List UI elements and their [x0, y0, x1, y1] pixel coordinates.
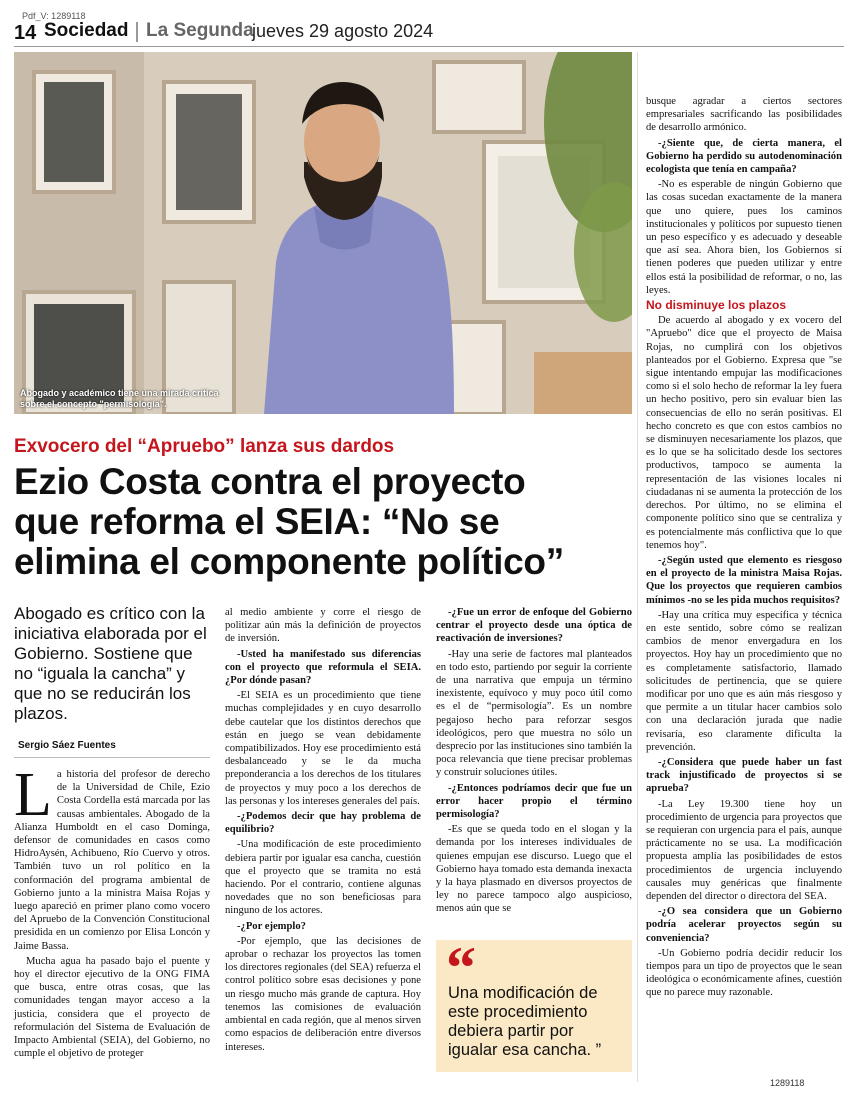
interview-question: -¿Considera que puede haber un fast track injustificado de proyectos si se aprueba?: [646, 756, 842, 795]
text-column-1: [14, 761, 210, 1062]
interview-question: -¿Fue un error de enfoque del Gobierno centrar el proyecto desde una óptica de reactivación de inversiones?: [436, 607, 632, 645]
photo-caption: Abogado y académico tiene una mirada crítica sobre el concepto "permisología".: [20, 388, 219, 409]
interview-answer: -Hay una serie de factores mal planteados en todo esto, partiendo por seguir la corriente de una narrativa que empuja un término inexistente, equívoco y muy poco útil como es el de “permisología”. Es un nombre pegajoso hecho para reforzar sesgos ideológicos, pero que muestra no sólo un desprecio por las instituciones sino también la poca relevancia que tiene precisar problemas y construir soluciones útiles.: [436, 648, 632, 779]
clip-id-bottom: 1289118: [770, 1078, 805, 1088]
paragraph: Mucha agua ha pasado bajo el puente y hoy el director ejecutivo de la ONG FIMA que busca, entre otras cosas, que las comunidades tengan mayor acceso a la justicia, considera que el proyecto de reformulación del Sistema de Evaluación de Impacto Ambiental (SEIA), del Gobierno, no cumple el objetivo de proteger: [14, 955, 210, 1060]
article-photo: [14, 52, 632, 414]
interview-answer: -Una modificación de este procedimiento debiera partir por igualar esa cancha, cuestión que el proyecto que se tramita no está haciendo. Por el contrario, contiene algunas novedades que no son beneficiosas para ninguno de los actores.: [225, 839, 421, 917]
interview-question: -¿Siente que, de cierta manera, el Gobierno ha perdido su autodenominación ecologista que tenía en campaña?: [646, 137, 842, 176]
interview-question: -Usted ha manifestado sus diferencias con el proyecto que reformula el SEIA. ¿Por dónde pasan?: [225, 648, 421, 687]
interview-answer: -Es que se queda todo en el slogan y la demanda por los intereses individuales de quienes empujan ese discurso. Luego que el Gobierno haya tomado esta demanda inexacta y la haya plasmado en diversos proyectos de ley no parece tampoco algo auspicioso, menos aún que se: [436, 824, 632, 915]
portrait-illustration: [14, 52, 632, 414]
headline-line-1: Ezio Costa contra el proyecto: [14, 461, 526, 502]
interview-answer: -La Ley 19.300 tiene hoy un procedimiento de urgencia para proyectos que se requieran con urgencia para el país, aunque prácticamente no se usa. La modificación propuesta amplía las posibilidades de estos procedimientos de urgencia incluyendo causales muy genéricas que finalmente dependen del director o directora del SEA.: [646, 798, 842, 902]
interview-answer: -Un Gobierno podría decidir reducir los tiempos para un tipo de proyectos que le sean ideológica o económicamente afines, cuestión que no parece muy razonable.: [646, 947, 842, 999]
column-rule: [637, 52, 638, 1082]
page-number: 14: [14, 22, 37, 44]
subheading: No disminuye los plazos: [646, 298, 787, 313]
paragraph: busque agradar a ciertos sectores empresariales sacrificando las posibilidades de desarrollo armónico.: [646, 96, 842, 134]
interview-question: -¿Por ejemplo?: [237, 920, 306, 932]
interview-answer: -El SEIA es un procedimiento que tiene muchas complejidades y en cuyo desarrollo debe cautelar que los distintos derechos que están en juego se vean debidamente compatibilizados. Hoy ese procedimiento está desbalanceado y se le da mucha preponderancia a los derechos de los titulares de proyectos y muy poco a los derechos de las personas y los intereses generales del país.: [225, 690, 421, 807]
page-header: [14, 11, 844, 44]
article-headline: [14, 462, 632, 582]
text-column-4: [646, 95, 842, 1002]
pull-quote-text: Una modificación de este procedimiento debiera partir por igualar esa cancha. ”: [448, 984, 602, 1059]
article-kicker: Exvocero del “Apruebo” lanza sus dardos: [14, 436, 395, 457]
newspaper-brand: La Segunda: [146, 20, 254, 41]
byline: Sergio Sáez Fuentes: [18, 740, 116, 751]
interview-question: -¿Según usted que elemento es riesgoso en el proyecto de la ministra Maisa Rojas. Que los proyectos que requieren cambios mínimos -no se les pida muchos requisitos?: [646, 554, 842, 606]
header-divider: [136, 22, 138, 42]
clip-id-top: Pdf_V: 1289118: [22, 11, 86, 21]
interview-question: -¿Entonces podríamos decir que fue un error hacer propio el término permisología?: [436, 782, 632, 821]
text-column-2: [225, 606, 421, 1056]
pull-quote: [436, 935, 632, 1072]
headline-line-3: elimina el componente político”: [14, 541, 564, 582]
quote-mark-icon: “: [446, 935, 476, 1001]
lead-paragraph: [14, 761, 210, 953]
interview-question: -¿O sea considera que un Gobierno podría acelerar proyectos según su conveniencia?: [646, 906, 842, 944]
byline-rule: [14, 757, 210, 758]
paragraph: De acuerdo al abogado y ex vocero del "Apruebo" dice que el proyecto de Maisa Rojas, no cumplirá con los objetivos planteados por el Gobierno. Expresa que "se sigue intentando empujar las modificaciones como si el solo hecho de reformar la ley fuera un hecho positivo, pero sin evaluar bien las consecuencias de ello no serán positivas. El hecho concreto es que con estos cambios no se disminuyen necesariamente los plazos, que es lo que se ha solicitado desde los sectores productivos, tampoco se aumenta la representación de las visiones locales ni ciudadanas ni se aumenta la protección de los derechos. Por último, no se elimina el componente político sino que se centraliza y es potencialmente más conflictiva que lo que tenemos hoy".: [646, 315, 842, 551]
interview-answer: -Hay una crítica muy específica y técnica en este sentido, sobre cómo se realizan cambios de menor envergadura en los proyectos. Hoy hay un procedimiento que no es completamente satisfactorio, llamado solicitudes de pertinencia, que se quiere modificar por uno que es aún más riesgoso y que permite a un titular hacer cambios solo con una declaración jurada que nadie revisaría, eso claramente dificulta la prevención.: [646, 609, 842, 753]
article-deck: Abogado es crítico con la iniciativa elaborada por el Gobierno. Sostiene que no “iguala la cancha” y que no se reducirán los plazos.: [14, 604, 207, 723]
headline-line-2: que reforma el SEIA: “No se: [14, 501, 500, 542]
paragraph: al medio ambiente y corre el riesgo de politizar aún más la definición de proyectos de inversión.: [225, 607, 421, 645]
text-column-3: [436, 606, 632, 918]
interview-answer: -No es esperable de ningún Gobierno que las cosas sucedan exactamente de la manera que uno quiere, pues los caminos institucionales y políticos por supuesto tienen un peso específico y es adecuado y deseable que así sea. Ahora bien, los Gobiernos sí tienen poderes que pueden utilizar y entre ellos está la posibilidad de reformar, o no, las leyes.: [646, 179, 842, 296]
drop-cap: L: [14, 761, 52, 829]
interview-question: -¿Podemos decir que hay problema de equilibrio?: [225, 811, 421, 836]
section-name: Sociedad: [44, 20, 129, 41]
issue-date: jueves 29 agosto 2024: [252, 21, 434, 41]
lead-paragraph-text: a historia del profesor de derecho de la Universidad de Chile, Ezio Costa Cordella está marcada por las causas ambientales. Abogado de la Alianza Humboldt en el caso Dominga, defensor de comunidades en casos como HidroAysén, Achibueno, Río Cuervo y otros. También tuvo un rol político en la conformación del programa ambiental de Gobierno junto a la ministra Maisa Rojas y luego apareció en primer plano como vocero del Apruebo de la Convención Constitucional presidida en un comienzo por Elisa Loncón y Jaime Bassa.: [14, 769, 210, 952]
header-rule: [14, 46, 844, 47]
interview-answer: -Por ejemplo, que las decisiones de aprobar o rechazar los proyectos las tomen los directores regionales (del SEA) refuerza el control político sobre esas decisiones y pone un riesgo mucho más grande de captura. Hoy tenemos las comisiones de evaluación ambiental en cada región, que al menos sirven como espacios de deliberación entre diversos intereses.: [225, 935, 421, 1053]
